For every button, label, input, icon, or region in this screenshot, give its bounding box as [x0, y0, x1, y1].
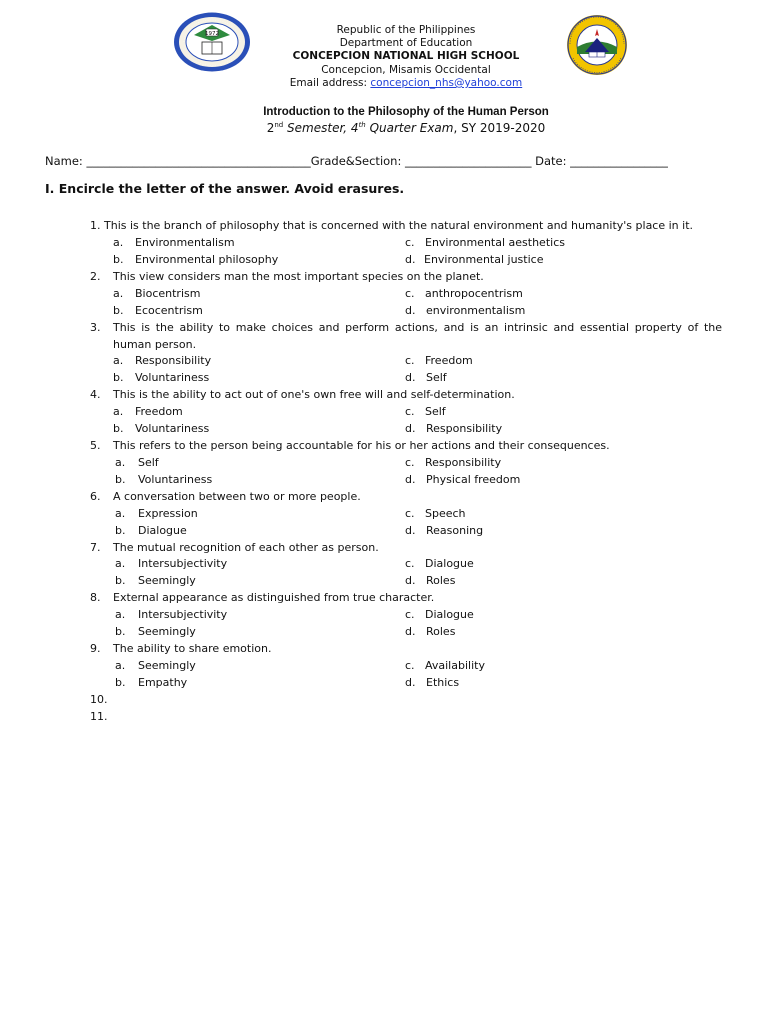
option-letter[interactable]: a.	[115, 557, 126, 570]
question-number: 2.	[90, 270, 101, 283]
q1-option-c[interactable]: Environmental aesthetics	[425, 236, 565, 249]
question-9-text: The ability to share emotion.	[113, 642, 272, 655]
q1-option-b[interactable]: Environmental philosophy	[135, 253, 279, 266]
q3-option-d[interactable]: Self	[426, 371, 447, 384]
option-letter[interactable]: a.	[113, 354, 124, 367]
q7-option-c[interactable]: Dialogue	[425, 557, 474, 570]
option-letter[interactable]: c.	[405, 354, 415, 367]
q2-option-b[interactable]: Ecocentrism	[135, 304, 203, 317]
question-number: 7.	[90, 541, 101, 554]
q9-option-a[interactable]: Seemingly	[138, 659, 196, 672]
option-letter[interactable]: d.	[405, 473, 416, 486]
option-letter[interactable]: d.	[405, 371, 416, 384]
question-5-text: This refers to the person being accountable for his or her actions and their consequences.	[113, 439, 610, 452]
question-3-text: This is the ability to make choices and perform actions, and is an intrinsic and essential property of the human person.	[113, 321, 722, 351]
q2-option-a[interactable]: Biocentrism	[135, 287, 201, 300]
q8-option-d[interactable]: Roles	[426, 625, 456, 638]
school-name: CONCEPCION NATIONAL HIGH SCHOOL	[292, 50, 520, 62]
exam-subject: Introduction to the Philosophy of the Human Person	[263, 106, 549, 118]
department-line: Department of Education	[339, 37, 473, 49]
question-4-text: This is the ability to act out of one's own free will and self-determination.	[113, 388, 515, 401]
q2-option-c[interactable]: anthropocentrism	[425, 287, 523, 300]
q9-option-c[interactable]: Availability	[425, 659, 485, 672]
q2-option-d[interactable]: environmentalism	[426, 304, 526, 317]
option-letter[interactable]: d.	[405, 524, 416, 537]
q6-option-d[interactable]: Reasoning	[426, 524, 484, 537]
q1-option-d[interactable]: Environmental justice	[424, 253, 544, 266]
question-number: 10.	[90, 693, 108, 706]
option-letter[interactable]: c.	[405, 236, 415, 249]
q8-option-c[interactable]: Dialogue	[425, 608, 474, 621]
q8-option-a[interactable]: Intersubjectivity	[138, 608, 228, 621]
q3-option-a[interactable]: Responsibility	[135, 354, 212, 367]
option-letter[interactable]: b.	[113, 422, 124, 435]
email-label: Email address:	[289, 77, 371, 89]
option-letter[interactable]: d.	[405, 625, 416, 638]
option-letter[interactable]: c.	[405, 456, 415, 469]
option-letter[interactable]: c.	[405, 405, 415, 418]
option-letter[interactable]: a.	[113, 287, 124, 300]
seal-year: 1972	[205, 31, 219, 37]
q7-option-d[interactable]: Roles	[426, 574, 456, 587]
question-number: 4.	[90, 388, 101, 401]
question-number: 3.	[90, 321, 101, 334]
q9-option-d[interactable]: Ethics	[426, 676, 460, 689]
q8-option-b[interactable]: Seemingly	[138, 625, 196, 638]
q5-option-c[interactable]: Responsibility	[425, 456, 502, 469]
option-letter[interactable]: d.	[405, 676, 416, 689]
q6-option-a[interactable]: Expression	[138, 507, 198, 520]
q5-option-b[interactable]: Voluntariness	[138, 473, 213, 486]
email-line	[0, 77, 768, 90]
option-letter[interactable]: b.	[113, 304, 124, 317]
exam-semester-line: 2nd Semester, 4th Quarter Exam, SY 2019-2020	[266, 121, 546, 135]
question-number: 11.	[90, 710, 108, 723]
option-letter[interactable]: d.	[405, 574, 416, 587]
section-instructions: I. Encircle the letter of the answer. Avoid erasures.	[45, 181, 405, 196]
school-location: Concepcion, Misamis Occidental	[321, 64, 491, 76]
email-link[interactable]: concepcion_nhs@yahoo.com	[370, 77, 523, 89]
option-letter[interactable]: b.	[115, 524, 126, 537]
q6-option-c[interactable]: Speech	[425, 507, 466, 520]
q6-option-b[interactable]: Dialogue	[138, 524, 187, 537]
option-letter[interactable]: b.	[113, 371, 124, 384]
option-letter[interactable]: c.	[405, 557, 415, 570]
option-letter[interactable]: b.	[115, 676, 126, 689]
option-letter[interactable]: c.	[405, 659, 415, 672]
option-letter[interactable]: d.	[405, 422, 416, 435]
option-letter[interactable]: a.	[115, 659, 126, 672]
q7-option-b[interactable]: Seemingly	[138, 574, 196, 587]
option-letter[interactable]: b.	[113, 253, 124, 266]
option-letter[interactable]: a.	[115, 608, 126, 621]
question-1: 1. This is the branch of philosophy that is concerned with the natural environment and humanity's place in it.	[90, 219, 694, 232]
option-letter[interactable]: b.	[115, 574, 126, 587]
q4-option-d[interactable]: Responsibility	[426, 422, 503, 435]
option-letter[interactable]: a.	[113, 405, 124, 418]
question-number: 5.	[90, 439, 101, 452]
question-number: 6.	[90, 490, 101, 503]
option-letter[interactable]: a.	[113, 236, 124, 249]
student-info-line[interactable]: Name: _______________________________________Grade&Section: ______________________ Date: _________________	[45, 154, 668, 168]
q3-option-c[interactable]: Freedom	[425, 354, 473, 367]
option-letter[interactable]: b.	[115, 625, 126, 638]
q1-option-a[interactable]: Environmentalism	[135, 236, 235, 249]
question-2-text: This view considers man the most important species on the planet.	[113, 270, 484, 283]
q7-option-a[interactable]: Intersubjectivity	[138, 557, 228, 570]
option-letter[interactable]: c.	[405, 287, 415, 300]
q5-option-d[interactable]: Physical freedom	[426, 473, 521, 486]
question-7-text: The mutual recognition of each other as person.	[113, 541, 379, 554]
q4-option-a[interactable]: Freedom	[135, 405, 183, 418]
q9-option-b[interactable]: Empathy	[138, 676, 188, 689]
republic-line: Republic of the Philippines	[336, 24, 476, 36]
q5-option-a[interactable]: Self	[138, 456, 159, 469]
question-number: 9.	[90, 642, 101, 655]
option-letter[interactable]: b.	[115, 473, 126, 486]
option-letter[interactable]: d.	[405, 304, 416, 317]
option-letter[interactable]: d.	[405, 253, 416, 266]
q4-option-c[interactable]: Self	[425, 405, 446, 418]
option-letter[interactable]: a.	[115, 507, 126, 520]
question-number: 8.	[90, 591, 101, 604]
option-letter[interactable]: c.	[405, 507, 415, 520]
question-8-text: External appearance as distinguished from true character.	[113, 591, 435, 604]
question-6-text: A conversation between two or more people.	[113, 490, 361, 503]
option-letter[interactable]: a.	[115, 456, 126, 469]
q3-option-b[interactable]: Voluntariness	[135, 371, 210, 384]
option-letter[interactable]: c.	[405, 608, 415, 621]
q4-option-b[interactable]: Voluntariness	[135, 422, 210, 435]
